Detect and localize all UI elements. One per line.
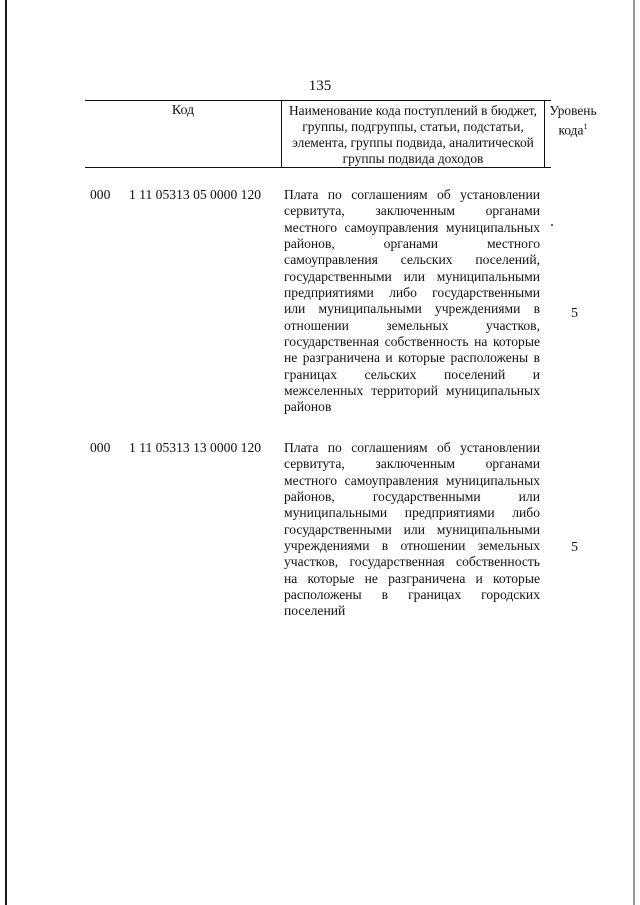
page-number: 135 — [308, 78, 332, 94]
revenue-level: 5 — [571, 306, 578, 321]
scan-speck — [551, 224, 553, 226]
header-level — [545, 103, 601, 138]
footnote-marker: 1 — [583, 122, 588, 131]
revenue-name: Плата по соглашениям об установлении сервитута, заключенным органами местного самоуправления муниципальных районов, органами местного самоуправления сельских поселений, государственными или муниципальными предприятиями либо государственными или муниципальными учреждениями в отношении земельных участков, государственная собственность на которые не разграничена и которые расположены в границах сельских поселений и межселенных территорий муниципальных районов — [284, 187, 540, 415]
table-header — [85, 100, 597, 168]
revenue-level: 5 — [571, 540, 578, 555]
header-level-label: Уровень кода — [549, 103, 597, 138]
header-name: Наименование кода поступлений в бюджет, группы, подгруппы, статьи, подстатьи, элемента, группы подвида, аналитической группы подвида доходов — [289, 103, 537, 166]
admin-code: 000 — [90, 440, 111, 455]
revenue-code: 1 11 05313 05 0000 120 — [129, 187, 262, 202]
page-edge-left — [5, 0, 7, 905]
page-edge-right — [633, 0, 635, 905]
admin-code: 000 — [90, 187, 111, 202]
revenue-name: Плата по соглашениям об установлении сервитута, заключенным органами местного самоуправления муниципальных районов, государственными или муниципальными предприятиями либо государственными или муниципальными учреждениями в отношении земельных участков, государственная собственность на которые не разграничена и которые расположены в границах городских поселений — [284, 440, 540, 619]
revenue-code: 1 11 05313 13 0000 120 — [129, 440, 262, 455]
header-code: Код — [171, 103, 195, 118]
